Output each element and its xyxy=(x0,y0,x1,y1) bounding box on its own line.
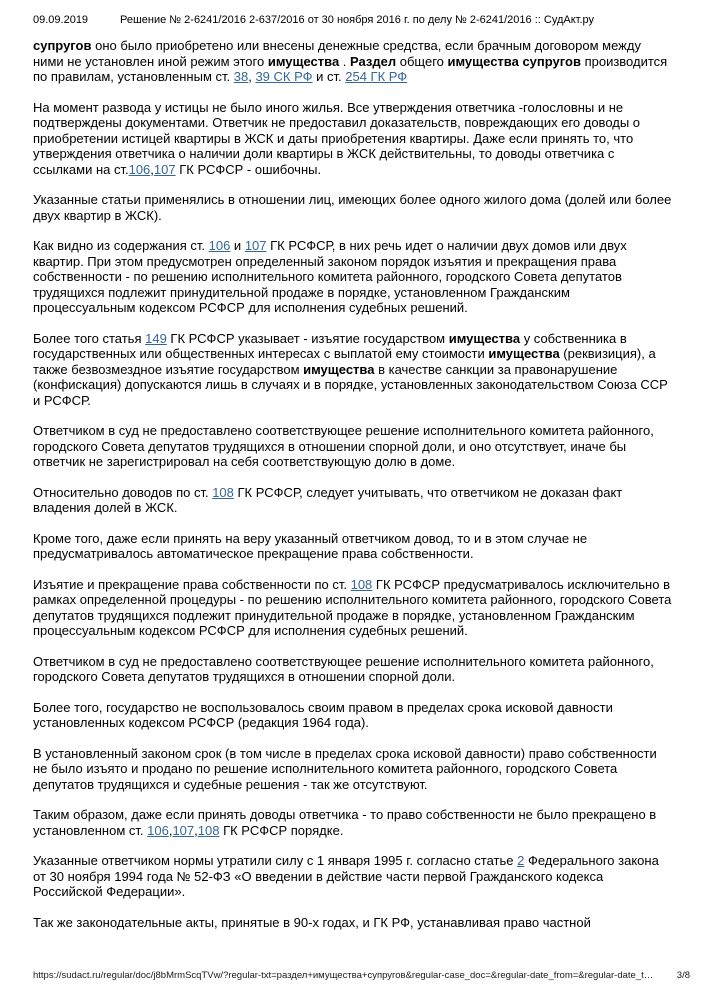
text-run: Указанные статьи применялись в отношении лиц, имеющих более одного жилого дома (долей или более двух квартир в ЖСК). xyxy=(33,192,672,223)
text-run: у собственника в государственных или общественных интересах с выплатой ему стоимости xyxy=(33,330,627,361)
text-run: ГК РСФСР предусматривалось исключительно в рамках определенной процедуры - по решению исполнительного комитета районного, городского Совета депутатов трудящихся подлежит принудительной продаже в порядке, установленном Гражданским процессуальным кодексом РСФСР для исполнения судебных решений. xyxy=(33,576,672,638)
statute-link[interactable]: 107 xyxy=(244,238,267,253)
bold-text-run: имущества xyxy=(303,361,375,377)
bold-text-run: имущества xyxy=(267,53,340,69)
print-footer xyxy=(33,970,690,982)
text-run: , xyxy=(248,69,256,84)
text-run: общего xyxy=(396,53,448,69)
paragraph xyxy=(33,654,674,685)
text-run: , xyxy=(168,822,173,838)
text-run: На момент развода у истицы не было иного жилья. Все утверждения ответчика -голословны и не подтверждены документами. Ответчик не предоставил доказательств, повреждающих его доводы о приобретении истицей квартиры в ЖСК и даты приобретения квартиры. Даже если принять то, что утверждения ответчика о наличии доли квартиры в ЖСК действительны, то доводы ответчика с ссылками на ст. xyxy=(33,99,641,177)
paragraph xyxy=(33,577,674,639)
text-run: ГК РСФСР порядке. xyxy=(219,822,344,838)
text-run: , xyxy=(194,822,198,838)
statute-link[interactable]: 108 xyxy=(197,822,220,838)
text-run: , xyxy=(150,161,154,177)
paragraph xyxy=(33,853,674,900)
statute-link[interactable]: 106 xyxy=(208,238,231,253)
text-run: Более того, государство не воспользовалось своим правом в пределах срока исковой давности установленных кодексом РСФСР (редакция 1964 года). xyxy=(33,699,613,730)
text-run: Относительно доводов по ст. xyxy=(33,484,213,500)
text-run: и ст. xyxy=(312,69,346,84)
text-run: Более того статья xyxy=(33,330,146,346)
paragraph xyxy=(33,423,674,470)
paragraph xyxy=(33,485,674,516)
page-title: Решение № 2-6241/2016 2-637/2016 от 30 ноября 2016 г. по делу № 2-6241/2016 :: СудАкт.ру xyxy=(120,14,595,26)
text-run: (реквизиция), а также безвозмездное изъятие государством xyxy=(33,346,656,377)
text-run: оно было приобретено или внесены денежные средства, если брачным договором между ними не установлен иной режим этого xyxy=(33,38,641,69)
paragraph xyxy=(33,746,674,793)
page-indicator: 3/8 xyxy=(676,970,690,981)
text-run: в качестве санкции за правонарушение (конфискация) допускаются лишь в случаях и в порядке, установленных законодательством Союза ССР и РСФСР. xyxy=(33,361,668,408)
text-run: Указанные ответчиком нормы утратили силу с 1 января 1995 г. согласно статье xyxy=(33,853,518,868)
text-run: . xyxy=(339,53,351,69)
statute-link[interactable]: 108 xyxy=(212,484,234,500)
statute-link[interactable]: 107 xyxy=(153,161,176,177)
statute-link[interactable]: 254 ГК РФ xyxy=(345,69,408,84)
bold-text-run: супругов xyxy=(33,38,92,53)
text-run: ГК РСФСР - ошибочны. xyxy=(175,161,322,177)
text-run: ГК РСФСР указывает - изъятие государством xyxy=(166,330,449,346)
paragraph xyxy=(33,807,674,838)
text-run: Федерального закона от 30 ноября 1994 года № 52-ФЗ «О введении в действие части первой Гражданского кодекса Российской Федерации». xyxy=(33,853,659,899)
print-header xyxy=(0,13,707,27)
text-run: Таким образом, даже если принять доводы ответчика - то право собственности не было прекращено в установленном ст. xyxy=(33,807,657,838)
paragraph xyxy=(33,238,674,316)
paragraph xyxy=(33,331,674,409)
paragraph xyxy=(33,700,674,731)
text-run: производится по правилам, установленным ст. xyxy=(33,53,668,84)
paragraph xyxy=(33,531,674,562)
print-date: 09.09.2019 xyxy=(33,14,89,26)
document-body xyxy=(33,38,674,945)
statute-link[interactable]: 106 xyxy=(128,161,151,177)
text-run: В установленный законом срок (в том числе в пределах срока исковой давности) право собственности не было изъято и продано по решение исполнительного комитета районного, городского Совета депутатов трудящихся и судебные решения - так же отсутствуют. xyxy=(33,745,657,792)
paragraph xyxy=(33,100,674,178)
text-run: ГК РСФСР, в них речь идет о наличии двух домов или двух квартир. При этом предусмотрен определенный законом порядок изъятия и прекращения права собственности - по решению исполнительного комитета районного, городского Совета депутатов трудящихся подлежит принудительной продаже в порядке, установленном Гражданским процессуальным кодексом РСФСР для исполнения судебных решений. xyxy=(33,238,627,315)
paragraph xyxy=(33,915,674,931)
text-run: и xyxy=(230,238,245,253)
bold-text-run: Раздел xyxy=(350,53,397,69)
statute-link[interactable]: 107 xyxy=(172,822,195,838)
statute-link[interactable]: 2 xyxy=(517,853,525,868)
text-run: Ответчиком в суд не предоставлено соответствующее решение исполнительного комитета районного, городского Совета депутатов трудящихся в отношении спорной доли, и оно отсутствует, иначе бы ответчик не зарегистрировал на себя соответствующую долю в доме. xyxy=(33,423,654,469)
text-run: ГК РСФСР, следует учитывать, что ответчиком не доказан факт владения долей в ЖСК. xyxy=(33,484,623,515)
text-run: Изъятие и прекращение права собственности по ст. xyxy=(33,576,351,592)
bold-text-run: имущества xyxy=(488,346,560,361)
print-footer-url: https://sudact.ru/regular/doc/j8bMrmScqTVw/?regular-txt=раздел+имущества+супругов&regular-case_doc=&regular-date_from=&regular-date_t… xyxy=(33,970,653,981)
text-run: Кроме того, даже если принять на веру указанный ответчиком довод, то и в этом случае не предусматривалось автоматическое прекращение права собственности. xyxy=(33,530,588,561)
text-run: Как видно из содержания ст. xyxy=(33,238,209,253)
bold-text-run: имущества xyxy=(448,330,521,346)
statute-link[interactable]: 149 xyxy=(145,330,167,346)
statute-link[interactable]: 39 СК РФ xyxy=(255,69,313,84)
text-run: Так же законодательные акты, принятые в 90-х годах, и ГК РФ, устанавливая право частной xyxy=(33,914,591,930)
paragraph xyxy=(33,192,674,223)
bold-text-run: имущества супругов xyxy=(447,53,581,69)
statute-link[interactable]: 106 xyxy=(147,822,169,838)
text-run: Ответчиком в суд не предоставлено соответствующее решение исполнительного комитета районного, городского Совета депутатов трудящихся в отношении спорной доли. xyxy=(33,653,654,684)
paragraph xyxy=(33,38,674,85)
statute-link[interactable]: 38 xyxy=(233,69,249,84)
statute-link[interactable]: 108 xyxy=(350,576,373,592)
